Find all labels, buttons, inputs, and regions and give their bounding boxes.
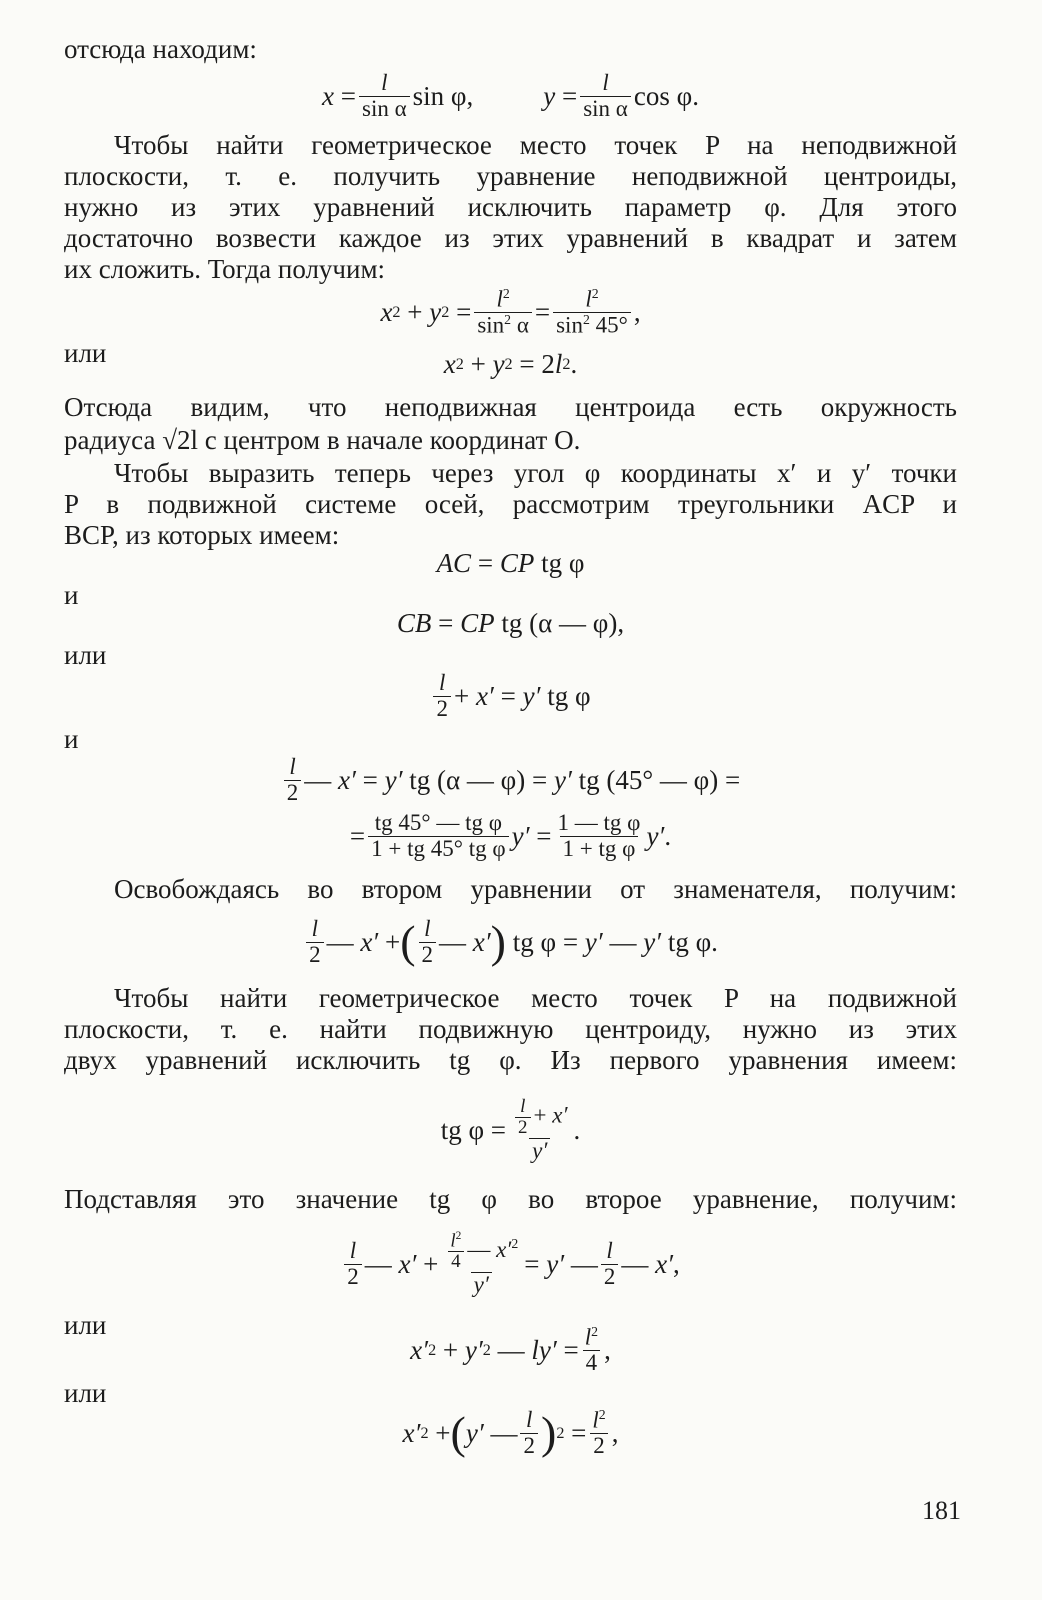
text-label: или bbox=[64, 640, 107, 670]
text-line: двух уравнений исключить tg φ. Из первого уравнения имеем: bbox=[64, 1045, 957, 1075]
equation-first: l 2 + x′ = y′ tg φ bbox=[64, 668, 957, 724]
text-label: или bbox=[64, 1310, 107, 1340]
text-line: нужно из этих уравнений исключить параметр φ. Для этого bbox=[64, 192, 957, 222]
equation-xy: x = l sin α sin φ, y = l sin α cos φ. bbox=[322, 70, 699, 121]
text-line: плоскости, т. е. найти подвижную центроиду, нужно из этих bbox=[64, 1014, 957, 1044]
text-line: плоскости, т. е. получить уравнение неподвижной центроиды, bbox=[64, 161, 957, 191]
equation-moving-circle: x′ 2 + ( y′ — l 2 ) 2 = $l^2$ 2 , bbox=[402, 1407, 619, 1458]
text-label: или bbox=[64, 338, 107, 368]
text-line: BCP, из которых имеем: bbox=[64, 520, 340, 550]
text-line: их сложить. Тогда получим: bbox=[64, 254, 386, 284]
text-line: радиуса √2l с центром в начале координат O. bbox=[64, 425, 581, 455]
equation-circle: x 2 + y 2 = 2 l 2 . bbox=[443, 348, 578, 379]
text-label: и bbox=[64, 580, 79, 610]
text-label: и bbox=[64, 724, 79, 754]
equation-second-b: = tg 45° — tg φ 1 + tg 45° tg φ y′ = 1 — tg φ 1 + tg φ y′ . bbox=[349, 810, 672, 861]
text-line: Чтобы найти геометрическое место точек P на неподвижной bbox=[114, 130, 957, 160]
equation-tg: tg φ = $\frac{l}{2}$ + x′ y′ . bbox=[440, 1095, 581, 1163]
equation-quadratic: x′ 2 + y′ 2 — ly′ = $l^2$ 4 , bbox=[410, 1324, 611, 1375]
text-line: P в подвижной системе осей, рассмотрим треугольники ACP и bbox=[64, 489, 957, 519]
text-line: Чтобы выразить теперь через угол φ координаты x′ и y′ точки bbox=[114, 458, 957, 488]
equation-second-a: l 2 — x′ = y′ tg (α — φ) = y′ tg (45° — φ) = bbox=[64, 752, 957, 808]
equation-ac: AC = CP tg φ bbox=[436, 547, 585, 578]
equation-circle-sum: x 2 + y 2 = $l^2$ $\sin^2 \alpha$ = $l^2$ $\sin^2 45^\circ$ , bbox=[380, 285, 641, 338]
text-line: Отсюда видим, что неподвижная центроида есть окружность bbox=[64, 392, 957, 422]
text-line: Освобождаясь во втором уравнении от знаменателя, получим: bbox=[114, 874, 957, 904]
text-line: отсюда находим: bbox=[64, 34, 257, 64]
page-number: 181 bbox=[922, 1496, 961, 1525]
text-label: или bbox=[64, 1378, 107, 1408]
equation-substituted: l 2 — x′ + $\frac{l^2}{4}$ — $x'^2$ y′ = y′ — l 2 — x′ , bbox=[64, 1218, 957, 1310]
text-line: Чтобы найти геометрическое место точек P на подвижной bbox=[114, 983, 957, 1013]
text-line: Подставляя это значение tg φ во второе уравнение, получим: bbox=[64, 1184, 957, 1214]
equation-cleared: l 2 — x′ + ( l 2 — x′ ) tg φ = y′ — y′ tg φ. bbox=[64, 912, 957, 972]
text-line: достаточно возвести каждое из этих уравнений в квадрат и затем bbox=[64, 223, 957, 253]
equation-cb: CB = CP tg (α — φ), bbox=[396, 607, 625, 638]
